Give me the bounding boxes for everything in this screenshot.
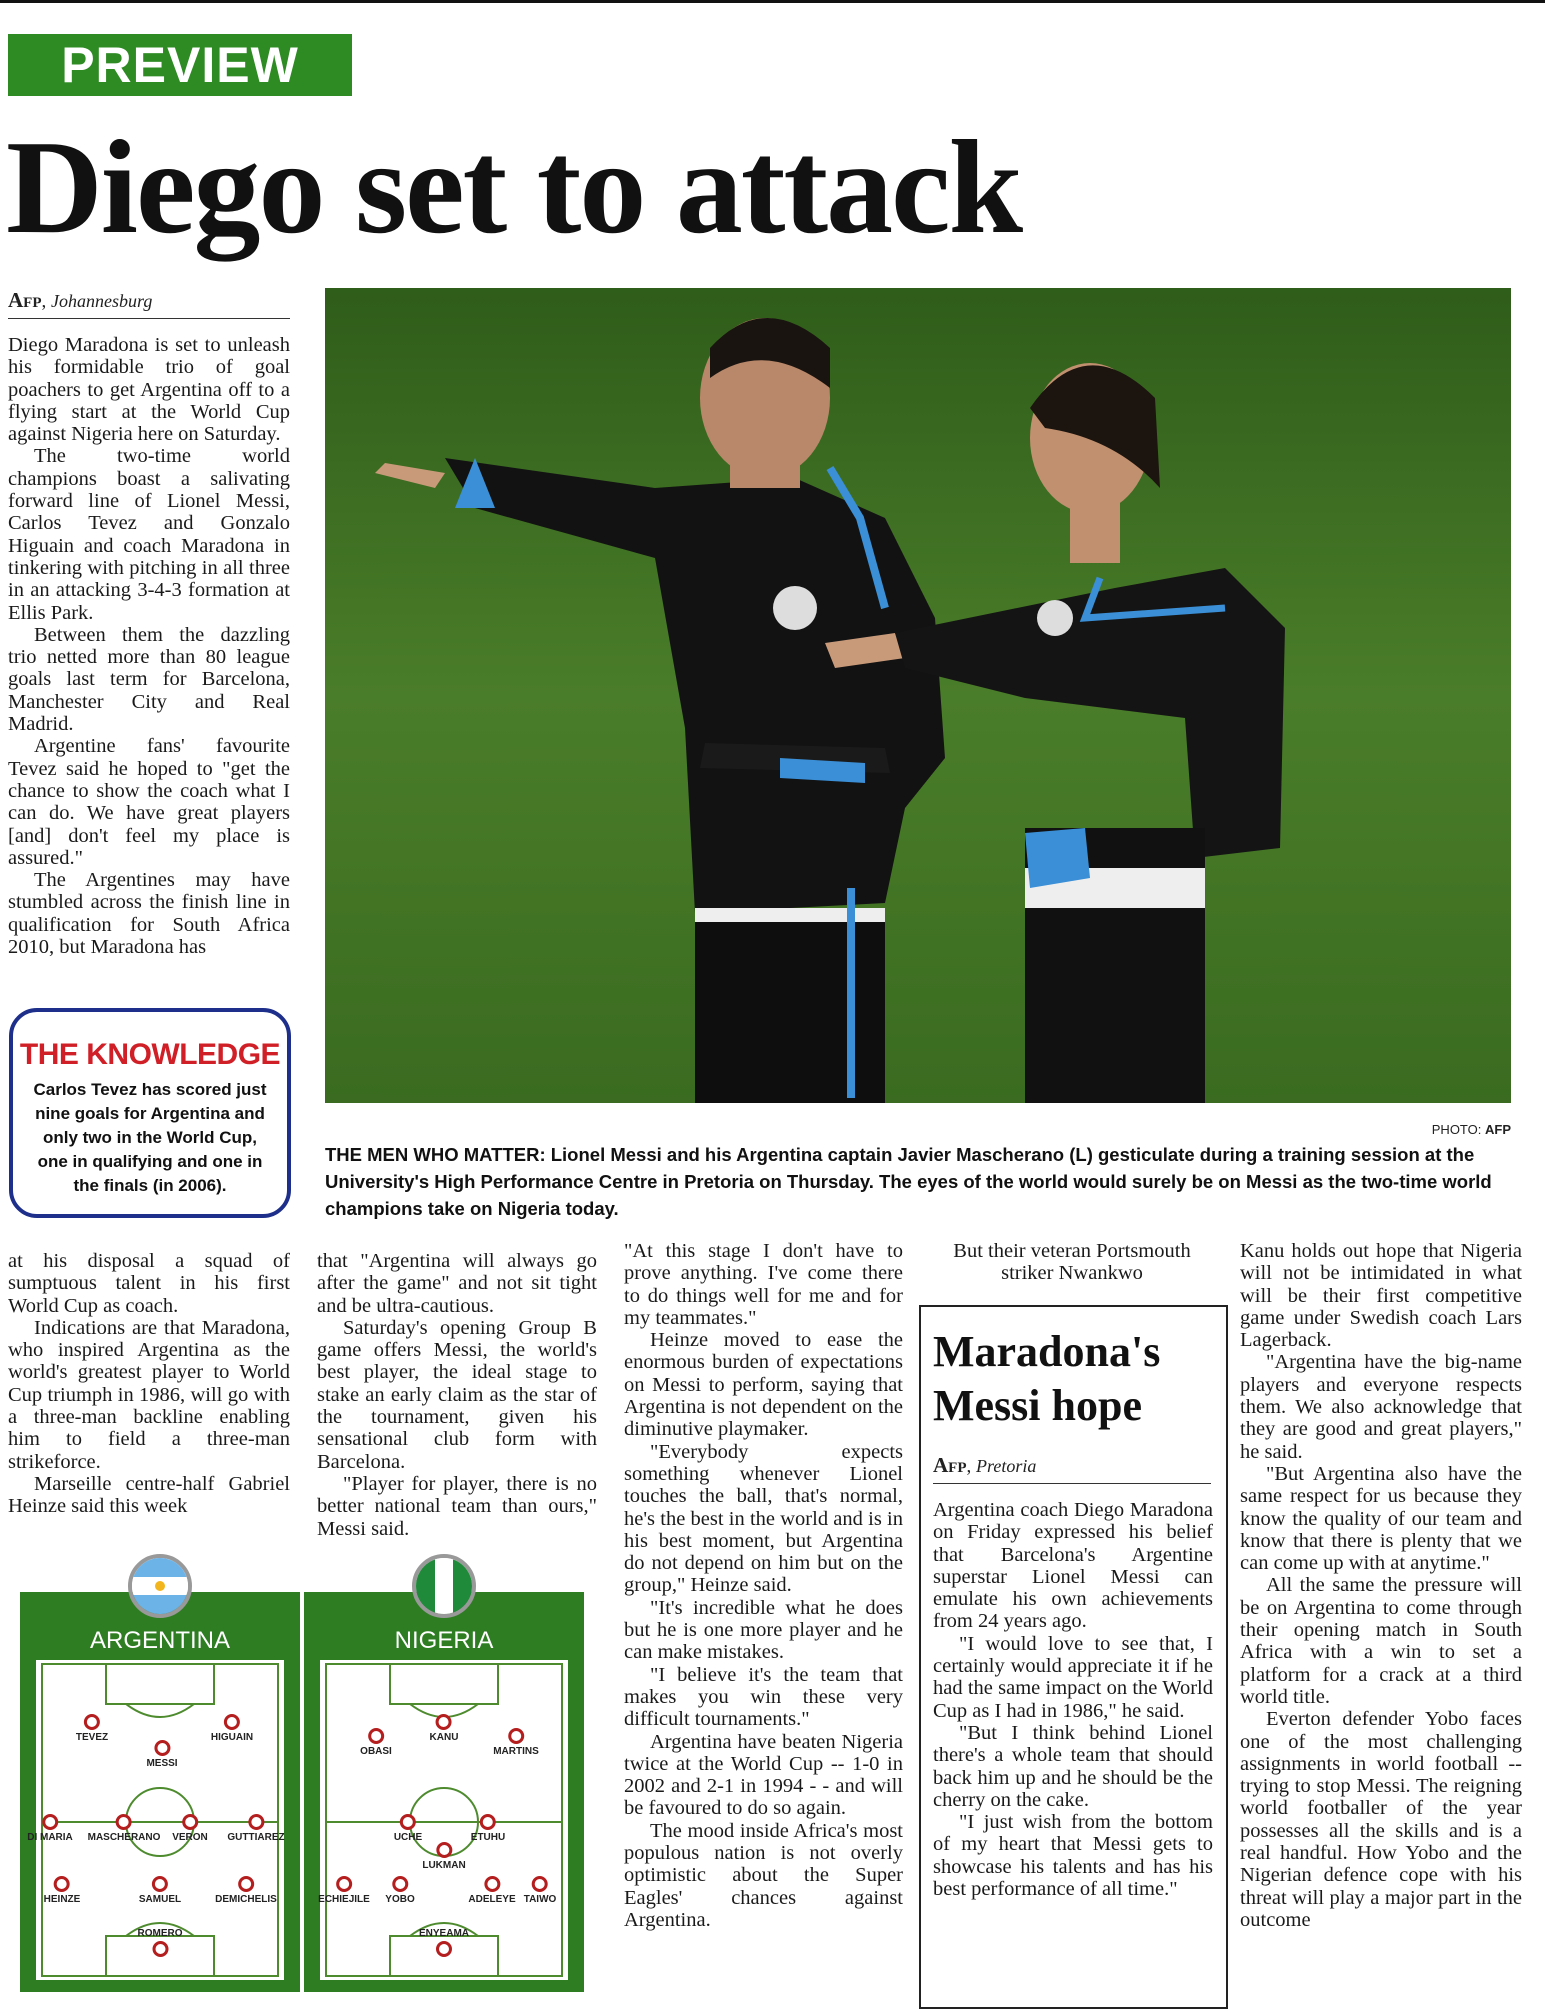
byline-location: Johannesburg bbox=[51, 291, 153, 311]
player-dot bbox=[508, 1728, 524, 1744]
player-name: DI MARIA bbox=[27, 1832, 73, 1843]
byline: Afp, Johannesburg bbox=[8, 288, 153, 312]
player-name: ROMERO bbox=[137, 1928, 183, 1939]
paragraph: Argentina coach Diego Maradona on Friday expressed his belief that Barcelona's Argentine superstar Lionel Messi can emulate his own achievements from 24 years ago. bbox=[933, 1499, 1213, 1633]
player-name: YOBO bbox=[385, 1894, 415, 1905]
paragraph: Marseille centre-half Gabriel Heinze said this week bbox=[8, 1472, 290, 1518]
paragraph: The two-time world champions boast a salivating forward line of Lionel Messi, Carlos Tevez and Gonzalo Higuain and coach Maradona in tinkering with pitching in all three in an attacking 3-4-3 formation at Ellis Park. bbox=[8, 445, 290, 624]
knowledge-body: Carlos Tevez has scored just nine goals for Argentina and only two in the World Cup, one in qualifying and one in the finals (in 2006). bbox=[33, 1080, 267, 1195]
player-marker bbox=[360, 1728, 392, 1757]
column-2 bbox=[317, 1250, 597, 1540]
player-marker bbox=[471, 1814, 505, 1843]
player-dot bbox=[436, 1941, 452, 1957]
paragraph: Indications are that Maradona, who inspired Argentina as the world's greatest player to World Cup triumph in 1986, will go with a three-man backline enabling him to field a three-man strikeforce. bbox=[8, 1316, 290, 1473]
player-dot bbox=[154, 1740, 170, 1756]
player-name: HIGUAIN bbox=[210, 1732, 254, 1743]
paragraph: Diego Maradona is set to unleash his formidable trio of goal poachers to get Argentina off to a flying start at the World Cup against Nigeria here on Saturday. bbox=[8, 334, 290, 446]
paragraph: "I believe it's the team that makes you win these very difficult tournaments." bbox=[624, 1663, 903, 1731]
player-dot bbox=[484, 1876, 500, 1892]
player-name: TAIWO bbox=[523, 1894, 557, 1905]
paragraph: "Argentina have the big-name players and everyone respects them. We also acknowledge that they are good and great players," he said. bbox=[1240, 1351, 1522, 1463]
player-name: KANU bbox=[429, 1732, 459, 1743]
paragraph: Saturday's opening Group B game offers Messi, the world's best player, the ideal stage to stake an early claim as the star of the tournament, given his sensational club form with Barcelona. bbox=[317, 1316, 597, 1473]
player-marker bbox=[419, 1928, 469, 1959]
player-dot bbox=[480, 1814, 496, 1830]
sidebar-title bbox=[933, 1325, 1160, 1433]
player-marker bbox=[44, 1876, 81, 1905]
player-dot bbox=[436, 1714, 452, 1730]
player-dot bbox=[224, 1714, 240, 1730]
player-name: DEMICHELIS bbox=[215, 1894, 277, 1905]
paragraph: "Player for player, there is no better national team than ours," Messi said. bbox=[317, 1472, 597, 1540]
player-dot bbox=[336, 1876, 352, 1892]
photo-credit-label: PHOTO: bbox=[1431, 1122, 1482, 1137]
player-marker bbox=[172, 1814, 208, 1843]
headline: Diego set to attack bbox=[6, 113, 1022, 261]
player-name: SAMUEL bbox=[138, 1894, 182, 1905]
player-dot bbox=[368, 1728, 384, 1744]
player-name: ENYEAMA bbox=[418, 1928, 470, 1939]
player-marker bbox=[215, 1876, 277, 1905]
player-marker bbox=[146, 1740, 177, 1769]
player-marker bbox=[318, 1876, 370, 1905]
section-label: PREVIEW bbox=[8, 34, 352, 96]
team-name-nigeria: NIGERIA bbox=[394, 1627, 494, 1654]
player-name: GUTTIAREZ bbox=[227, 1832, 285, 1843]
paragraph: Argentina have beaten Nigeria twice at the World Cup -- 1-0 in 2002 and 2-1 in 1994 - - and will be favoured to do so again. bbox=[624, 1730, 903, 1820]
lineup-nigeria bbox=[304, 1592, 584, 1992]
player-dot bbox=[400, 1814, 416, 1830]
player-marker bbox=[27, 1814, 73, 1843]
player-dot bbox=[248, 1814, 264, 1830]
sidebar-body bbox=[933, 1499, 1213, 1900]
paragraph: Heinze moved to ease the enormous burden of expectations on Messi to perform, saying that Argentina is not dependent on the diminutive playmaker. bbox=[624, 1329, 903, 1441]
player-dot bbox=[182, 1814, 198, 1830]
argentina-flag-icon bbox=[128, 1554, 192, 1618]
column-1-bottom bbox=[8, 1250, 290, 1518]
column-3 bbox=[624, 1240, 903, 1931]
player-marker bbox=[211, 1714, 253, 1743]
paragraph: at his disposal a squad of sumptuous talent in his first World Cup as coach. bbox=[8, 1250, 290, 1317]
paragraph: "But Argentina also have the same respect for us because they know the quality of our team and know that there is plenty that we can come up with at anytime." bbox=[1240, 1462, 1522, 1575]
knowledge-title: THE KNOWLEDGE bbox=[19, 1038, 281, 1071]
player-dot bbox=[436, 1842, 452, 1858]
paragraph: "Everybody expects something whenever Lionel touches the ball, that's normal, he's the best in the world and is in his best moment, but Argentina do not depend on him but on the group," Heinze said. bbox=[624, 1440, 903, 1597]
player-marker bbox=[76, 1714, 108, 1743]
photo-caption: THE MEN WHO MATTER: Lionel Messi and his Argentina captain Javier Mascherano (L) gesticulate during a training session at the University's High Performance Centre in Pretoria on Thursday. The eyes of the world would surely be on Messi as the two-time world champions take on Nigeria today. bbox=[325, 1144, 1492, 1219]
byline-rule bbox=[8, 318, 290, 319]
player-name: ADELEYE bbox=[468, 1894, 516, 1905]
sidebar-title-line2: Messi hope bbox=[933, 1381, 1142, 1430]
player-dot bbox=[84, 1714, 100, 1730]
paragraph: But their veteran Portsmouth striker Nwankwo bbox=[953, 1240, 1191, 1285]
paragraph: "It's incredible what he does but he is one more player and he can make mistakes. bbox=[624, 1596, 903, 1664]
paragraph: Between them the dazzling trio netted more than 80 league goals last term for Barcelona, Manchester City and Real Madrid. bbox=[8, 623, 290, 736]
player-marker bbox=[227, 1814, 284, 1843]
lineup-argentina bbox=[20, 1592, 300, 1992]
column-4-top bbox=[932, 1240, 1212, 1285]
player-dot bbox=[54, 1876, 70, 1892]
player-name: ECHIEJILE bbox=[318, 1894, 370, 1905]
sidebar-rule bbox=[933, 1483, 1211, 1484]
photo-illustration bbox=[325, 288, 1511, 1103]
photo-credit-source: AFP bbox=[1485, 1122, 1511, 1137]
paragraph: that "Argentina will always go after the game" and not sit tight and be ultra-cautious. bbox=[317, 1250, 597, 1317]
player-dot bbox=[392, 1876, 408, 1892]
player-marker bbox=[385, 1876, 414, 1905]
player-marker bbox=[139, 1876, 181, 1905]
paragraph: Everton defender Yobo faces one of the most challenging assignments in world football -- trying to stop Messi. The reigning world footballer of the year possesses all the skills and is a real handful. How Yobo and the Nigerian defence cope with his threat will play a major part in the outcome bbox=[1240, 1708, 1522, 1931]
sidebar-byline: Afp, Pretoria bbox=[933, 1453, 1037, 1477]
column-1-top bbox=[8, 334, 290, 958]
paragraph: "I just wish from the bottom of my heart that Messi gets to showcase his talents and has his best performance of all time." bbox=[933, 1811, 1213, 1901]
sidebar-title-line1: Maradona's bbox=[933, 1327, 1161, 1376]
sidebar-story bbox=[919, 1305, 1228, 2009]
player-name: HEINZE bbox=[43, 1894, 81, 1905]
top-rule bbox=[0, 0, 1545, 3]
player-name: ETUHU bbox=[470, 1832, 506, 1843]
player-marker bbox=[422, 1842, 465, 1871]
player-name: MESSI bbox=[146, 1758, 178, 1769]
player-dot bbox=[152, 1941, 168, 1957]
player-name: OBASI bbox=[360, 1746, 392, 1757]
team-name-argentina: ARGENTINA bbox=[89, 1627, 230, 1654]
player-dot bbox=[532, 1876, 548, 1892]
player-marker bbox=[88, 1814, 161, 1843]
player-marker bbox=[138, 1928, 183, 1959]
player-marker bbox=[524, 1876, 557, 1905]
paragraph: "But I think behind Lionel there's a whole team that should back him up and he should be the cherry on the cake. bbox=[933, 1721, 1213, 1811]
player-name: LUKMAN bbox=[422, 1860, 466, 1871]
paragraph: The mood inside Africa's most populous nation is not overly optimistic about the Super Eagles' chances against Argentina. bbox=[624, 1819, 903, 1931]
player-name: UCHE bbox=[393, 1832, 423, 1843]
paragraph: All the same the pressure will be on Argentina to come through their opening match in South Africa with a win to set a platform for a crack at a third world title. bbox=[1240, 1574, 1522, 1708]
player-name: MASCHERANO bbox=[87, 1832, 161, 1843]
player-marker bbox=[394, 1814, 422, 1843]
paragraph: The Argentines may have stumbled across the finish line in qualification for South Africa 2010, but Maradona has bbox=[8, 869, 290, 959]
player-marker bbox=[430, 1714, 459, 1743]
paragraph: Argentine fans' favourite Tevez said he hoped to "get the chance to show the coach what I can do. We have great players [and] don't feel my place is assured." bbox=[8, 735, 290, 869]
player-marker bbox=[468, 1876, 515, 1905]
player-dot bbox=[152, 1876, 168, 1892]
player-name: VERON bbox=[172, 1832, 208, 1843]
player-name: MARTINS bbox=[493, 1746, 539, 1757]
player-dot bbox=[238, 1876, 254, 1892]
main-photo bbox=[325, 288, 1511, 1103]
player-dot bbox=[42, 1814, 58, 1830]
sidebar-location: Pretoria bbox=[976, 1456, 1037, 1476]
player-name: TEVEZ bbox=[75, 1732, 109, 1743]
paragraph: "At this stage I don't have to prove anything. I've come there to do things well for me and for my teammates." bbox=[624, 1240, 903, 1329]
sidebar-agency: Afp bbox=[933, 1453, 967, 1477]
column-5 bbox=[1240, 1240, 1522, 1931]
paragraph: "I would love to see that, I certainly would appreciate it if he had the same impact on the World Cup as I had in 1986," he said. bbox=[933, 1632, 1213, 1722]
byline-agency: Afp bbox=[8, 288, 42, 312]
paragraph: Kanu holds out hope that Nigeria will not be intimidated in what will be their first competitive game under Swedish coach Lars Lagerback. bbox=[1240, 1240, 1522, 1352]
player-marker bbox=[493, 1728, 539, 1757]
photo-credit bbox=[1432, 1122, 1511, 1137]
knowledge-box bbox=[9, 1008, 291, 1218]
nigeria-flag-icon bbox=[412, 1554, 476, 1618]
player-dot bbox=[116, 1814, 132, 1830]
